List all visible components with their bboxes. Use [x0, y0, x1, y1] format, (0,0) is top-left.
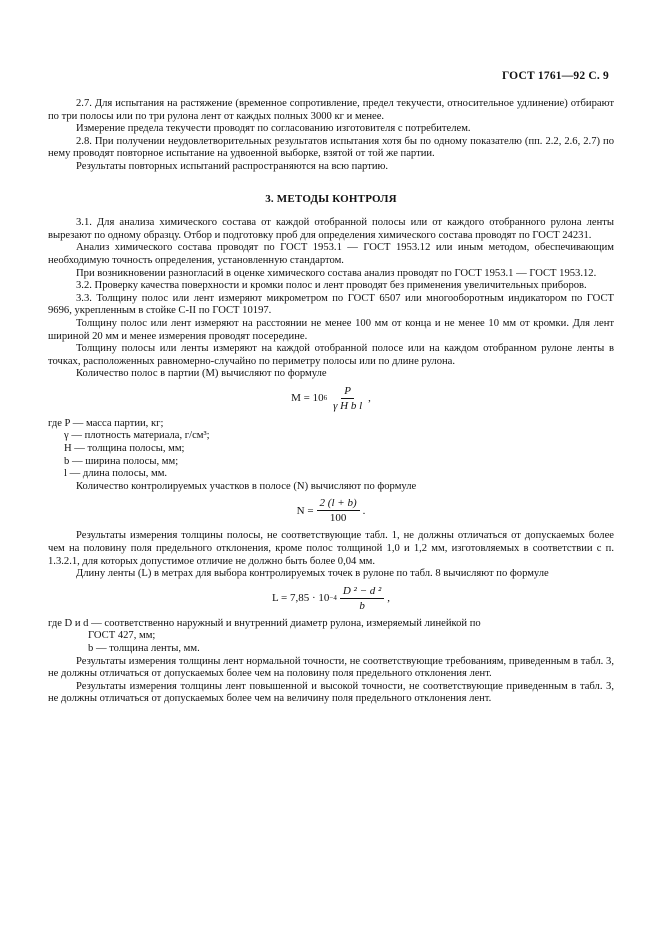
formula-n	[48, 497, 614, 524]
legend-l-d-cont: ГОСТ 427, мм;	[88, 630, 156, 642]
formula-l-denominator: b	[359, 599, 365, 612]
paragraph-2-7: 2.7. Для испытания на растяжение (временное сопротивление, предел текучести, относительное удлинение) отбирают по три полосы или по три рулона лент от каждых полных 3000 кг и менее.	[48, 98, 614, 122]
paragraph-count-sections: Количество контролируемых участков в полосе (N) вычисляют по формуле	[76, 480, 417, 492]
paragraph-3-2: 3.2. Проверку качества поверхности и кромки полос и лент проводят без применения увеличительных приборов.	[76, 280, 587, 292]
paragraph-measure-distance: Толщину полос или лент измеряют на расстоянии не менее 100 мм от конца и не менее 10 мм от кромки. Для лент шириной 20 мм и менее измерения проводят посередине.	[48, 317, 614, 342]
paragraph-3-3: 3.3. Толщину полос или лент измеряют микрометром по ГОСТ 6507 или многооборотным индикатором по ГОСТ 9696, укрепленным в стойке С-II по ГОСТ 10197.	[48, 292, 614, 317]
section-heading: 3. МЕТОДЫ КОНТРОЛЯ	[265, 192, 397, 205]
formula-m-tail: ,	[368, 392, 371, 405]
formula-l	[48, 585, 614, 612]
formula-n-denominator: 100	[329, 512, 347, 525]
paragraph-disputes: При возникновении разногласий в оценке химического состава анализ проводят по ГОСТ 1953.1 — ГОСТ 1953.12.	[76, 267, 597, 279]
formula-l-tail: ,	[387, 592, 391, 605]
formula-l-fraction	[340, 585, 384, 612]
legend-m-b: b — ширина полосы, мм;	[64, 455, 179, 467]
legend-m-p: где P — масса партии, кг;	[48, 417, 164, 429]
formula-l-exp: −4	[329, 594, 337, 603]
formula-m-fraction	[330, 385, 365, 412]
paragraph-count-strips: Количество полос в партии (M) вычисляют по формуле	[76, 368, 327, 380]
paragraph-tape-length: Длину ленты (L) в метрах для выбора контролируемых точек в рулоне по табл. 8 вычисляют по формуле	[76, 568, 549, 580]
paragraph-normal-accuracy: Результаты измерения толщины лент нормальной точности, не соответствующие требованиям, приведенным в табл. 3, не должны отличаться от допускаемых более чем на половину поля предельного отклонения лент.	[48, 655, 614, 680]
document-body	[48, 98, 614, 706]
formula-m	[48, 385, 614, 412]
paragraph-chem-analysis: Анализ химического состава проводят по ГОСТ 1953.1 — ГОСТ 1953.12 или иным методом, обеспечивающим необходимую точность определения, установленную стандартом.	[48, 242, 614, 266]
formula-m-numerator: P	[341, 385, 354, 399]
paragraph-yield-strength: Измерение предела текучести проводят по согласованию изготовителя с потребителем.	[76, 123, 471, 135]
legend-l-b: b — толщина ленты, мм.	[88, 643, 200, 654]
formula-n-numerator: 2 (l + b)	[317, 497, 360, 511]
formula-m-lhs: M = 10	[291, 392, 324, 405]
paragraph-3-1: 3.1. Для анализа химического состава от каждой отобранной полосы или от каждого отобранного рулона ленты вырезают по одному образцу. Отбор и подготовку проб для определения химического состава проводят по ГОСТ 24231.	[48, 217, 614, 241]
legend-l	[48, 618, 614, 656]
paragraph-repeat-results: Результаты повторных испытаний распространяются на всю партию.	[76, 160, 389, 172]
legend-l-d: где D и d — соответственно наружный и внутренний диаметр рулона, измеряемый линейкой по	[48, 617, 481, 629]
legend-m	[48, 418, 614, 481]
formula-n-tail: .	[362, 504, 366, 517]
formula-m-exp: 6	[323, 394, 328, 403]
legend-m-gamma: γ — плотность материала, г/см³;	[64, 430, 210, 442]
formula-n-fraction	[317, 497, 360, 524]
paragraph-measure-points: Толщину полосы или ленты измеряют на каждой отобранной полосе или на каждом отобранном рулоне ленты в точках, расположенных равномерно-случайно по периметру полосы или по длине рулона.	[48, 343, 614, 367]
page-header: ГОСТ 1761—92 С. 9	[501, 70, 609, 82]
formula-m-denominator: γ H b l	[333, 399, 363, 412]
formula-n-lhs: N =	[296, 504, 314, 517]
formula-l-lhs: L = 7,85 · 10	[271, 592, 330, 605]
legend-m-h: H — толщина полосы, мм;	[64, 443, 185, 455]
formula-l-numerator: D ² − d ²	[340, 585, 384, 599]
paragraph-strip-thickness-results: Результаты измерения толщины полосы, не соответствующие табл. 1, не должны отличаться от допускаемых более чем на половину поля предельного отклонения, кроме полос толщиной 1,0 и 1,2 мм, изготовляемых в соответствии с п. 1.3.2.1, для которых допустимое отличие не должно быть более 0,04 мм.	[48, 530, 614, 567]
paragraph-2-8: 2.8. При получении неудовлетворительных результатов испытания хотя бы по одному показателю (пп. 2.2, 2.6, 2.7) по нему проводят повторное испытание на удвоенной выборке, взятой от той же партии.	[48, 135, 614, 160]
legend-m-l: l — длина полосы, мм.	[64, 468, 168, 480]
paragraph-high-accuracy: Результаты измерения толщины лент повышенной и высокой точности, не соответствующие приведенным в табл. 3, не должны отличаться от допускаемых более чем на величину поля предельного отклонения лент.	[48, 680, 614, 705]
